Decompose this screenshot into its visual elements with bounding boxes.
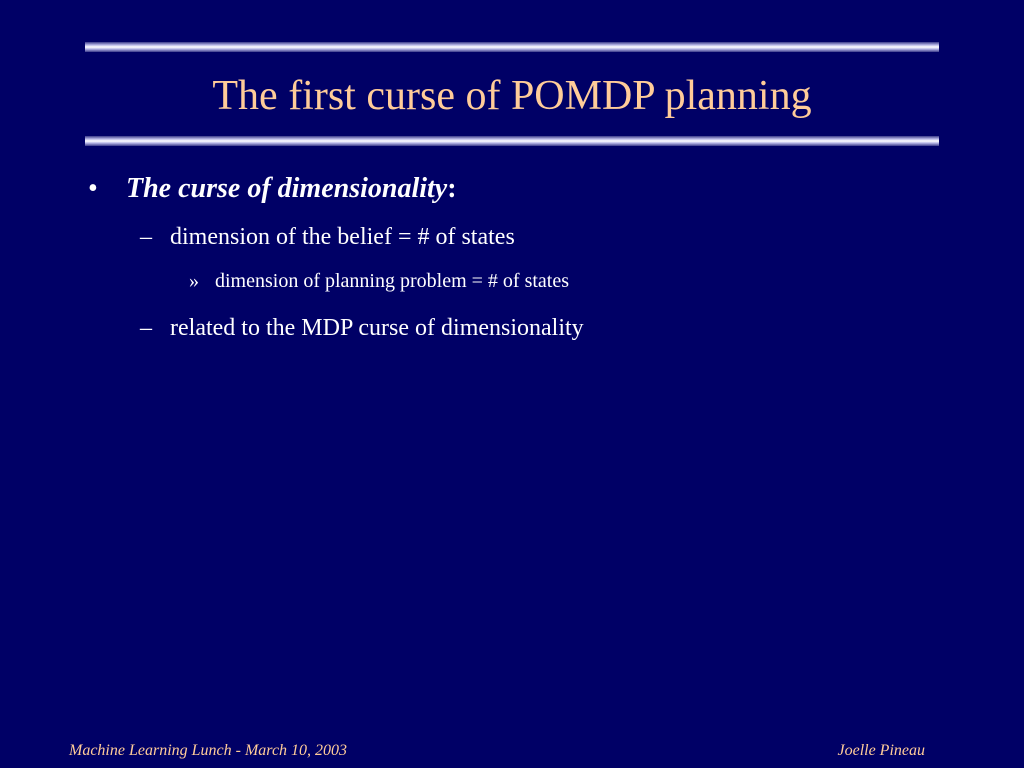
bullet-emphasis-text: The curse of dimensionality bbox=[126, 173, 448, 204]
bullet-dot-icon: • bbox=[88, 173, 98, 204]
bullet-level2-item bbox=[140, 313, 584, 343]
dash-icon: – bbox=[140, 224, 152, 250]
title-rule-top bbox=[85, 42, 939, 52]
bullet-level3-item bbox=[189, 268, 569, 294]
footer-author: Joelle Pineau bbox=[837, 742, 925, 759]
bullet-text: dimension of planning problem = # of states bbox=[215, 270, 570, 292]
slide-title: The first curse of POMDP planning bbox=[212, 73, 812, 119]
footer-event: Machine Learning Lunch - March 10, 2003 bbox=[69, 742, 348, 759]
title-rule-bottom bbox=[85, 136, 939, 146]
bullet-text: related to the MDP curse of dimensionality bbox=[170, 315, 584, 341]
bullet-level1 bbox=[88, 171, 457, 207]
dash-icon: – bbox=[140, 315, 152, 341]
bullet-text: dimension of the belief = # of states bbox=[170, 224, 515, 250]
bullet-level2-item bbox=[140, 222, 515, 252]
double-chevron-icon: » bbox=[189, 270, 199, 292]
bullet-colon: : bbox=[447, 173, 457, 204]
